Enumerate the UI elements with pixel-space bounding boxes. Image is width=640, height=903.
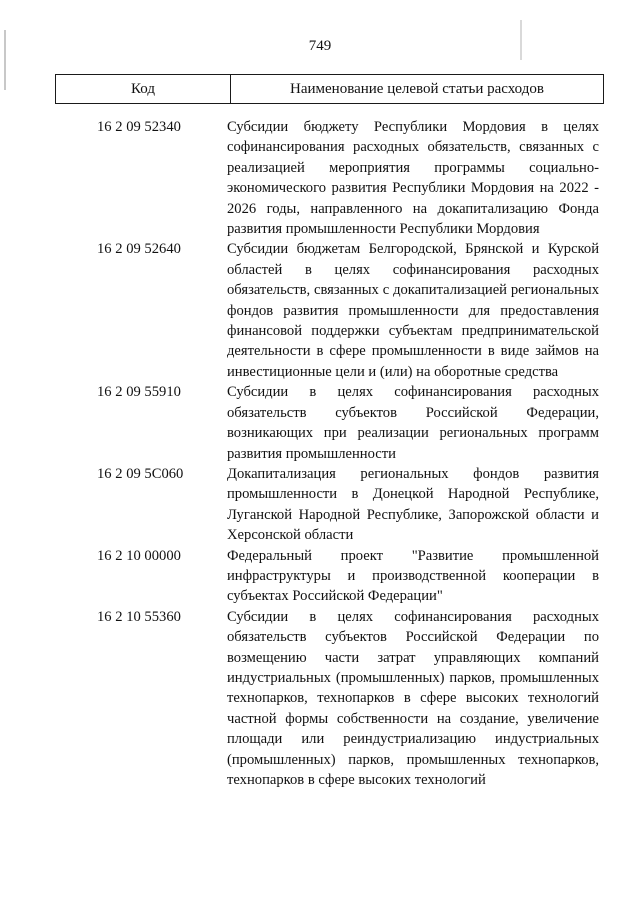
entry-code: 16 2 09 55910: [97, 384, 181, 401]
list-item: [0, 607, 640, 791]
entry-code: 16 2 09 52640: [97, 241, 181, 258]
entry-code: 16 2 09 5С060: [97, 465, 184, 482]
entry-code: 16 2 10 00000: [97, 547, 181, 564]
entry-name: Субсидии в целях софинансирования расходных обязательств субъектов Российской Федерации, возникающих при реализации региональных программ развития промышленности: [227, 384, 599, 462]
entry-name: Федеральный проект "Развитие промышленной инфраструктуры и производственной кооперации в субъектах Российской Федерации": [227, 547, 599, 605]
list-item: [0, 464, 640, 546]
entry-code: 16 2 09 52340: [97, 119, 181, 135]
column-header-code: Код: [56, 75, 231, 103]
entry-name: Субсидии бюджету Республики Мордовия в целях софинансирования расходных обязательств, связанных с реализацией мероприятия программы социально-экономического развития Республики Мордовия на 2022 - 2026 годы, направленного на докапитализацию Фонда развития промышленности Республики Мордовия: [227, 119, 599, 238]
entries-list: [0, 117, 640, 790]
entry-name: Докапитализация региональных фондов развития промышленности в Донецкой Народной Республике, Луганской Народной Республике, Запорожской области и Херсонской области: [227, 465, 599, 544]
list-item: [0, 239, 640, 382]
list-item: [0, 117, 640, 239]
page-number: 749: [308, 38, 332, 54]
list-item: [0, 546, 640, 607]
entry-code: 16 2 10 55360: [97, 608, 181, 625]
list-item: [0, 382, 640, 464]
column-header-name: Наименование целевой статьи расходов: [290, 80, 544, 97]
entry-name: Субсидии в целях софинансирования расходных обязательств субъектов Российской Федерации по возмещению части затрат управляющих компаний индустриальных (промышленных) парков, промышленных технопарков, технопарков в сфере высоких технологий частной формы собственности на создание, увеличение площади или реиндустриализацию индустриальных (промышленных) парков, промышленных технопарков, технопарков в сфере высоких технологий: [227, 608, 599, 788]
table-header: [55, 74, 604, 104]
entry-name: Субсидии бюджетам Белгородской, Брянской и Курской областей в целях софинансирования расходных обязательств, связанных с докапитализацией региональных фондов развития промышленности для предоставления финансовой поддержки субъектам предпринимательской деятельности в сфере промышленности в виде займов на инвестиционные цели и (или) на оборотные средства: [227, 241, 599, 380]
